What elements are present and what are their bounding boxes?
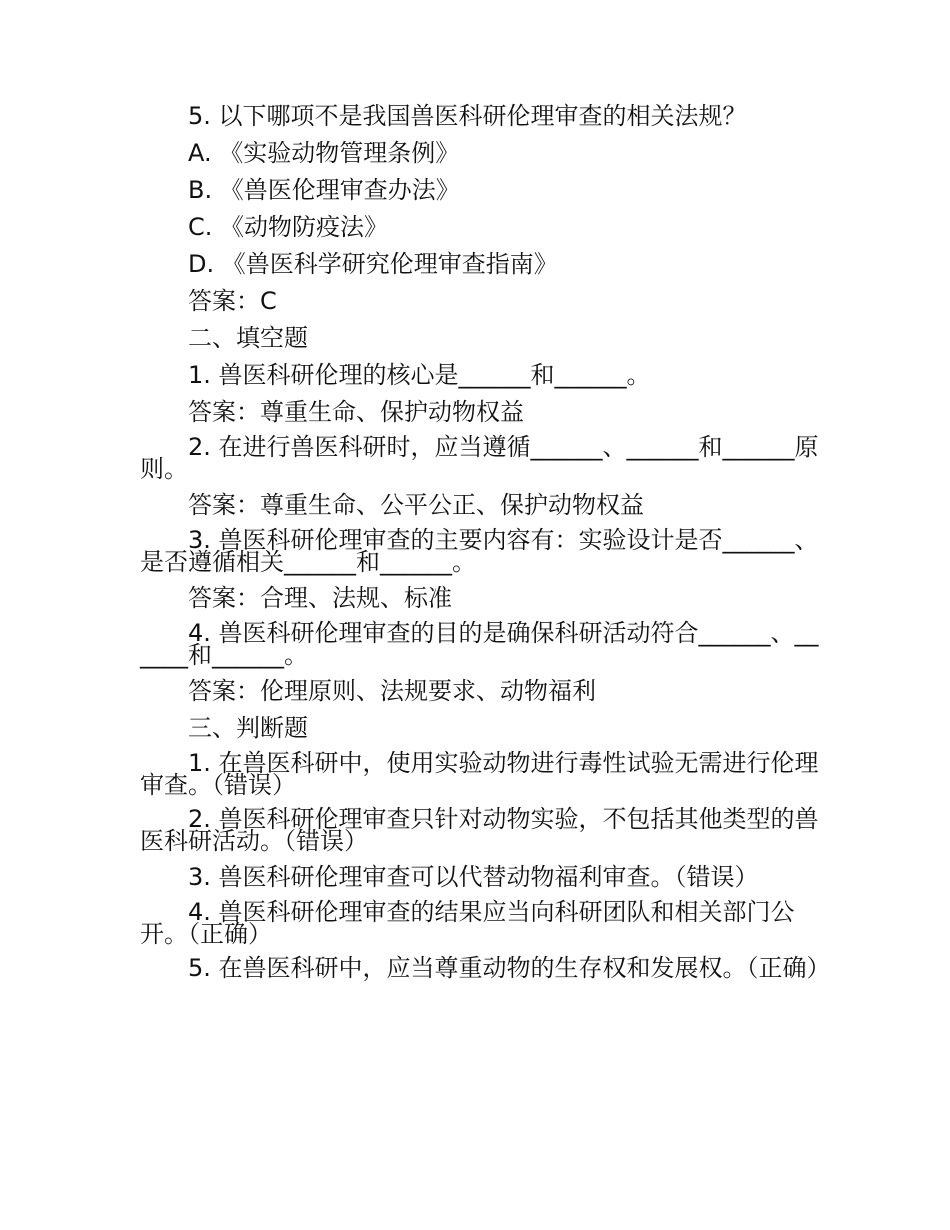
option-paragraph: D. 《兽医科学研究伦理审查指南》: [188, 250, 558, 278]
option-paragraph: A. 《实验动物管理条例》: [188, 139, 460, 167]
answer-paragraph: 答案：尊重生命、公平公正、保护动物权益: [188, 491, 644, 519]
question-paragraph: 1. 在兽医科研中，使用实验动物进行毒性试验无需进行伦理审查。（错误）: [140, 749, 819, 799]
answer-paragraph: 答案：尊重生命、保护动物权益: [188, 398, 524, 426]
question-paragraph: 2. 兽医科研伦理审查只针对动物实验，不包括其他类型的兽医科研活动。（错误）: [140, 805, 819, 855]
question-paragraph: 3. 兽医科研伦理审查可以代替动物福利审查。（错误）: [188, 863, 759, 891]
section-heading: 三、判断题: [188, 714, 308, 742]
answer-paragraph: 答案：C: [188, 287, 277, 315]
question-paragraph: 3. 兽医科研伦理审查的主要内容有：实验设计是否______、是否遵循相关______和______。: [140, 526, 819, 576]
question-paragraph: 2. 在进行兽医科研时，应当遵循______、______和______原则。: [140, 433, 819, 483]
section-heading: 二、填空题: [188, 324, 308, 352]
question-paragraph: 1. 兽医科研伦理的核心是______和______。: [188, 361, 651, 389]
question-paragraph: 5. 在兽医科研中，应当尊重动物的生存权和发展权。（正确）: [188, 954, 831, 982]
option-paragraph: B. 《兽医伦理审查办法》: [188, 176, 460, 204]
question-paragraph: 4. 兽医科研伦理审查的目的是确保科研活动符合______、______和______。: [140, 619, 819, 669]
question-paragraph: 5. 以下哪项不是我国兽医科研伦理审查的相关法规？: [188, 102, 747, 130]
answer-paragraph: 答案：伦理原则、法规要求、动物福利: [188, 677, 596, 705]
question-paragraph: 4. 兽医科研伦理审查的结果应当向科研团队和相关部门公开。（正确）: [140, 898, 795, 948]
answer-paragraph: 答案：合理、法规、标准: [188, 584, 452, 612]
option-paragraph: C. 《动物防疫法》: [188, 213, 389, 241]
document-body: [140, 102, 831, 991]
